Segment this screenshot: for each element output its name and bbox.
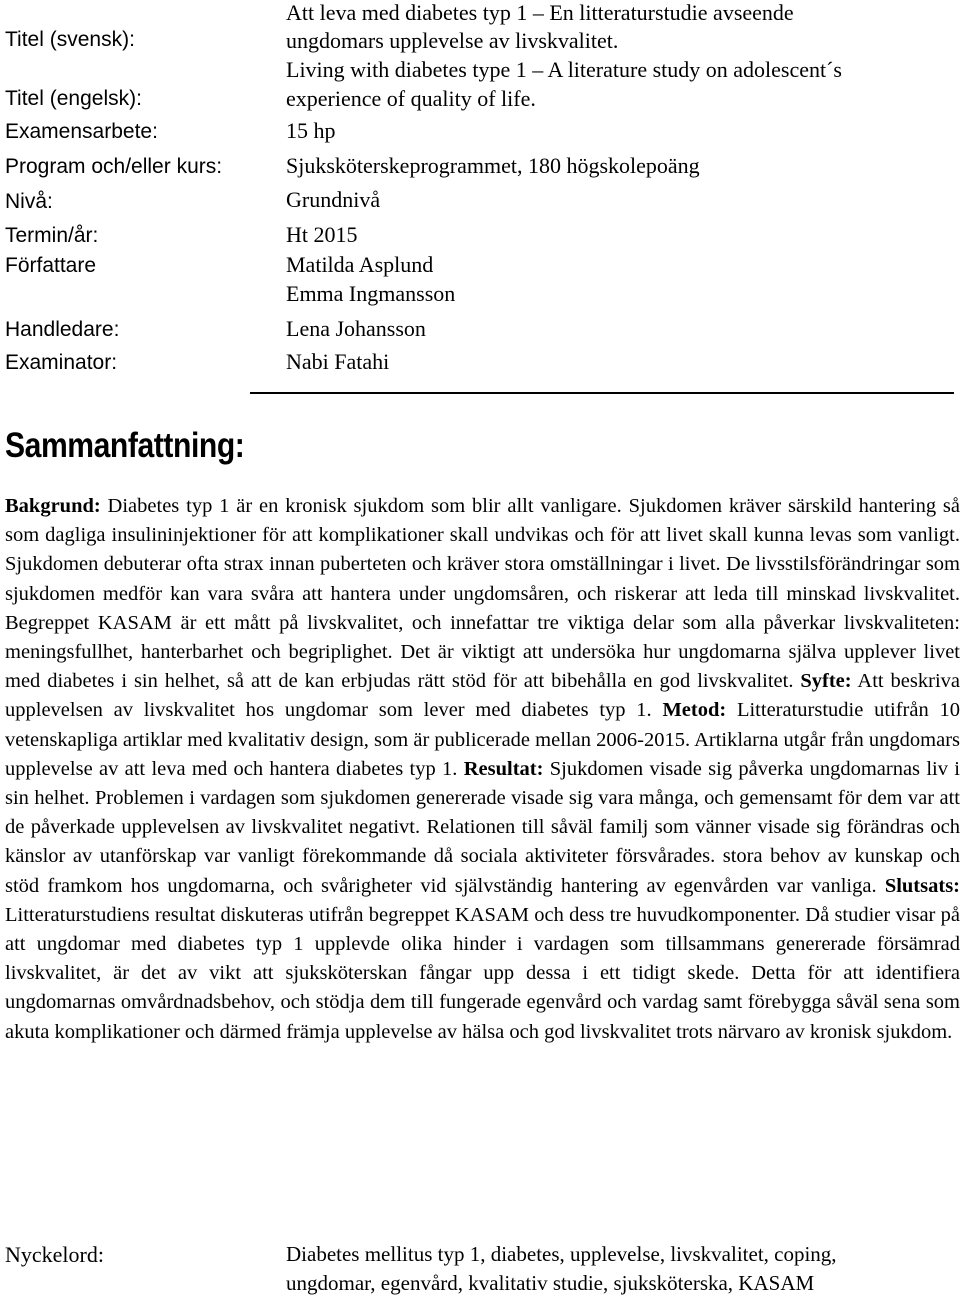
term-label: Termin/år: [5, 224, 99, 247]
title-sv-line2: ungdomars upplevelse av livskvalitet. [286, 28, 619, 53]
horizontal-rule [250, 392, 954, 394]
conclusion-text: Litteraturstudiens resultat diskuteras utifrån begreppet KASAM och dess tre huvudkomponenter. Då studier visar på att ungdomar med diabetes typ 1 upplevde olika hinder i vardagen som tillsammans genererade försämrad livskvalitet, är det av vikt att sjuksköterskan fångar upp dessa i ett tidigt skede. Detta för att identifiera ungdomarnas omvårdnadsbehov, och stödja dem till fungerade egenvård och vardag samt förebygga såväl sena som akuta komplikationer och därmed främja upplevelse av hälsa och god livskvalitet trots närvaro av kronisk sjukdom. [5, 903, 960, 1043]
supervisor-value: Lena Johansson [286, 316, 426, 341]
author-1: Matilda Asplund [286, 252, 434, 277]
aim-text: Att beskriva upplevelsen av livskvalitet hos ungdomar som lever med diabetes typ 1. [5, 670, 960, 722]
summary-text [5, 492, 960, 1047]
supervisor-label: Handledare: [5, 318, 120, 341]
keywords-line2: ungdomar, egenvård, kvalitativ studie, sjuksköterska, KASAM [286, 1271, 815, 1295]
author-label: Författare [5, 254, 97, 277]
method-label: Metod: [662, 699, 727, 722]
keywords-line1: Diabetes mellitus typ 1, diabetes, upplevelse, livskvalitet, coping, [286, 1242, 837, 1266]
title-sv-line1: Att leva med diabetes typ 1 – En litteraturstudie avseende [286, 0, 794, 25]
result-text: Sjukdomen visade sig påverka ungdomarnas liv i sin helhet. Problemen i vardagen som sjukdomen genererade visade sig vara många, och gemensamt för dem var att de påverkade upplevelsen av livskvalitet negativt. Relationen till såväl familj som vänner visade sig förändras och känslor av utanförskap var vanligt förekommande då sociala aktiviteter försvårades. stora behov av kunskap och stöd framkom hos ungdomarna, och svårigheter vid självständig hantering av egenvården var vanliga. [5, 757, 960, 897]
background-text: Diabetes typ 1 är en kronisk sjukdom som blir allt vanligare. Sjukdomen kräver särskild hantering så som dagliga insulininjektioner för att komplikationer skall undvikas och för att livet skall kunna levas som vanligt. Sjukdomen debuterar ofta strax innan puberteten och kräver stora omställningar i livet. De livsstilsförändringar som sjukdomen medför kan vara svåra att hantera under ungdomsåren, och riskerar att leda till minskad livskvalitet. Begreppet KASAM är ett mått på livskvalitet, och innefattar tre viktiga delar som alla påverkar livskvaliteten: meningsfullhet, hanterbarhet och begriplighet. Det är viktigt att undersöka hur ungdomarna själva upplever livet med diabetes i sin helhet, så att de kan erbjudas rätt stöd för att bibehålla en god livskvalitet. [5, 495, 960, 693]
summary-heading: Sammanfattning: [5, 426, 245, 465]
title-en-label: Titel (engelsk): [5, 87, 142, 110]
examiner-value: Nabi Fatahi [286, 349, 390, 374]
title-en-line2: experience of quality of life. [286, 86, 536, 111]
program-value: Sjuksköterskeprogrammet, 180 högskolepoäng [286, 153, 700, 178]
title-sv-label: Titel (svensk): [5, 28, 135, 51]
exam-value: 15 hp [286, 118, 336, 143]
title-en-line1: Living with diabetes type 1 – A literature study on adolescent´s [286, 57, 842, 82]
aim-label: Syfte: [800, 670, 852, 693]
background-label: Bakgrund: [5, 495, 101, 517]
method-text: Litteraturstudie utifrån 10 vetenskapliga artiklar med kvalitativ design, som är publicerade mellan 2006-2015. Artiklarna utgår från ungdomars upplevelse av att leva med och hantera diabetes typ 1. [5, 699, 960, 780]
term-value: Ht 2015 [286, 222, 358, 247]
level-value: Grundnivå [286, 187, 381, 212]
result-label: Resultat: [463, 757, 544, 780]
keywords-label: Nyckelord: [5, 1242, 104, 1267]
level-label: Nivå: [5, 190, 53, 213]
keywords-value [286, 1240, 960, 1298]
author-2: Emma Ingmansson [286, 281, 456, 306]
conclusion-label: Slutsats: [884, 874, 960, 897]
examiner-label: Examinator: [5, 351, 118, 374]
program-label: Program och/eller kurs: [5, 155, 223, 178]
exam-label: Examensarbete: [5, 120, 158, 143]
